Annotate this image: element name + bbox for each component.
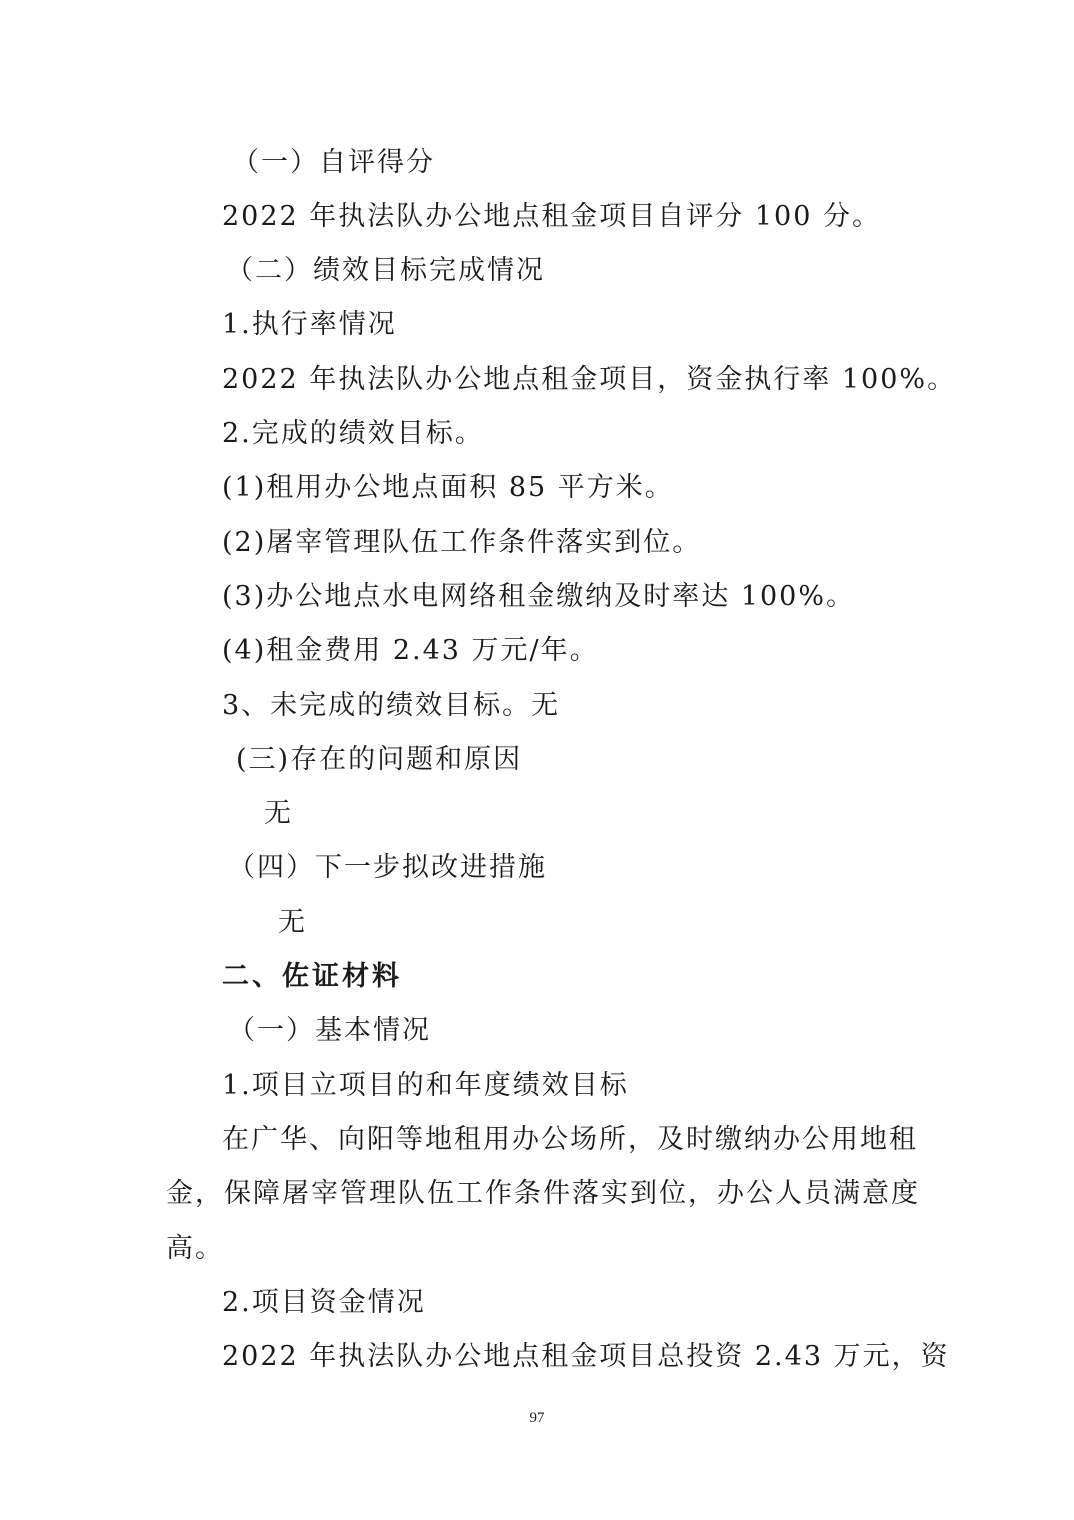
list-item-payment-rate: (3)办公地点水电网络租金缴纳及时率达 100%。 <box>222 581 856 612</box>
heading-basic-info: （一）基本情况 <box>228 1015 431 1046</box>
paragraph-none-improvements: 无 <box>278 907 307 938</box>
heading-self-evaluation-score: （一）自评得分 <box>232 147 435 178</box>
paragraph-execution-rate: 2022 年执法队办公地点租金项目，资金执行率 100%。 <box>222 364 957 395</box>
heading-improvement-measures: （四）下一步拟改进措施 <box>228 852 547 883</box>
list-item-rent-cost: (4)租金费用 2.43 万元/年。 <box>222 635 599 666</box>
heading-execution-rate: 1.执行率情况 <box>222 309 397 340</box>
paragraph-total-investment: 2022 年执法队办公地点租金项目总投资 2.43 万元，资 <box>222 1341 950 1372</box>
heading-completed-goals: 2.完成的绩效目标。 <box>222 418 484 449</box>
page-number: 97 <box>529 1410 545 1426</box>
paragraph-uncompleted-goals: 3、未完成的绩效目标。无 <box>222 690 561 721</box>
heading-project-funds: 2.项目资金情况 <box>222 1287 426 1318</box>
paragraph-purpose-line-1: 在广华、向阳等地租用办公场所，及时缴纳办公用地租 <box>222 1124 918 1155</box>
paragraph-purpose-line-3: 高。 <box>166 1233 224 1264</box>
heading-problems: (三)存在的问题和原因 <box>236 744 523 775</box>
heading-performance-goals: （二）绩效目标完成情况 <box>226 255 545 286</box>
paragraph-purpose-line-2: 金，保障屠宰管理队伍工作条件落实到位，办公人员满意度 <box>166 1178 920 1209</box>
list-item-office-area: (1)租用办公地点面积 85 平方米。 <box>222 472 674 503</box>
section-heading-evidence: 二、佐证材料 <box>222 961 402 992</box>
heading-project-purpose: 1.项目立项目的和年度绩效目标 <box>222 1070 629 1101</box>
paragraph-none-problems: 无 <box>264 798 293 829</box>
list-item-work-conditions: (2)屠宰管理队伍工作条件落实到位。 <box>222 527 702 558</box>
paragraph-self-score: 2022 年执法队办公地点租金项目自评分 100 分。 <box>222 201 881 232</box>
